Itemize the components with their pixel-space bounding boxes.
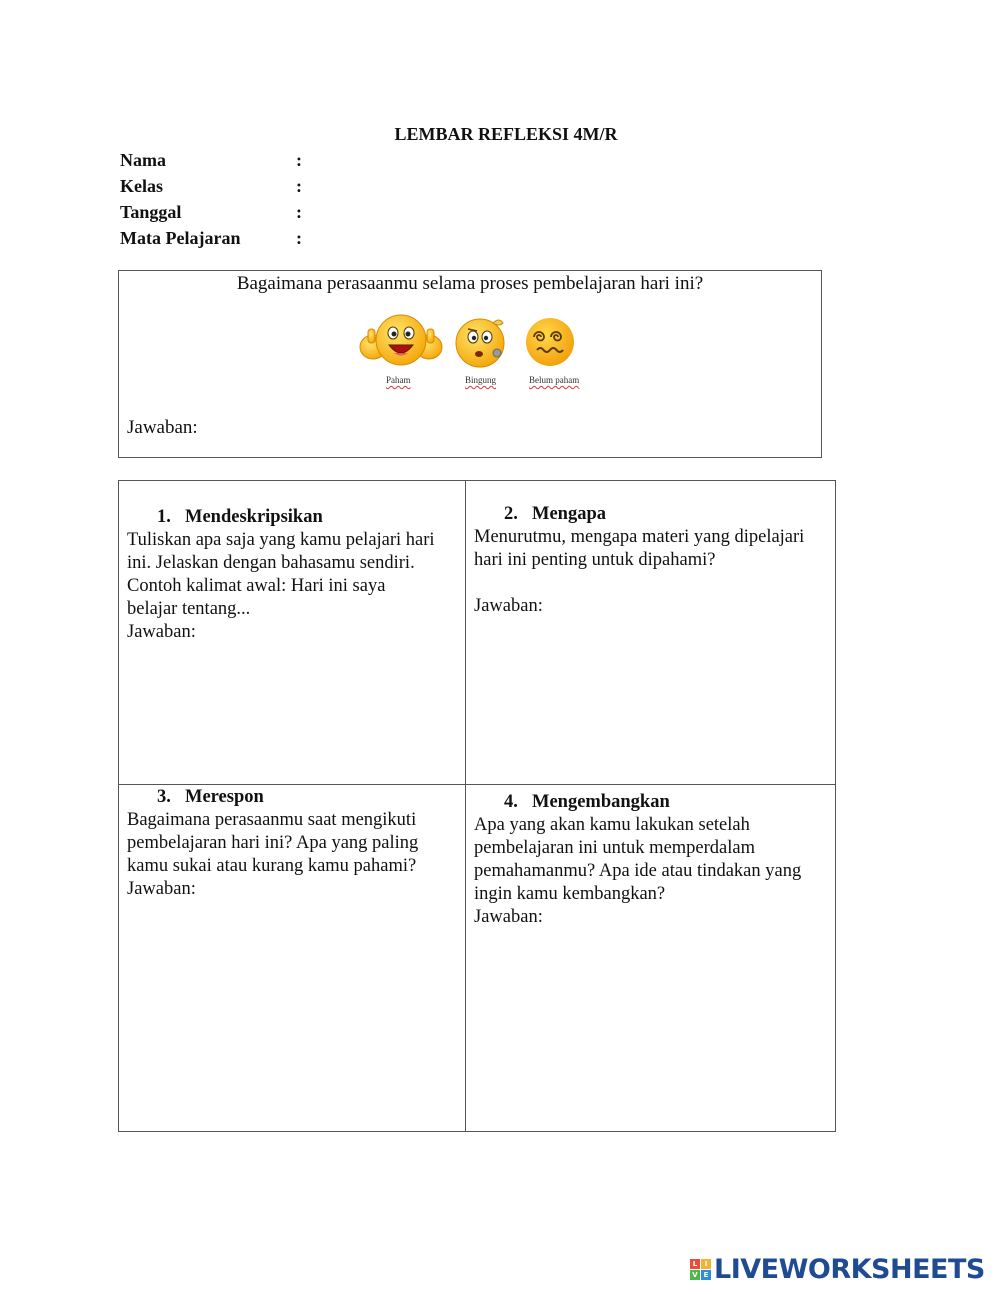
page-title: LEMBAR REFLEKSI 4M/R xyxy=(394,124,618,144)
section-text-line: pembelajaran hari ini? Apa yang paling xyxy=(127,833,419,853)
section-text-line: pemahamanmu? Apa ide atau tindakan yang xyxy=(474,861,802,881)
feeling-box xyxy=(118,270,822,458)
section-text-line: kamu sukai atau kurang kamu pahami? xyxy=(127,856,417,876)
feeling-answer-label: Jawaban: xyxy=(127,417,198,438)
liveworksheets-logo[interactable] xyxy=(690,1252,985,1286)
mata-pelajaran-field[interactable] xyxy=(314,228,714,250)
section-answer-label: Jawaban: xyxy=(127,622,196,642)
section-text-line: hari ini penting untuk dipahami? xyxy=(474,550,716,570)
confused-smiley-icon[interactable] xyxy=(453,315,509,369)
info-colon: : xyxy=(296,176,302,196)
info-colon: : xyxy=(296,202,302,222)
section-number: 1. xyxy=(157,507,171,527)
feeling-question: Bagaimana perasaanmu selama proses pembelajaran hari ini? xyxy=(236,273,704,294)
mark-letter: V xyxy=(690,1270,700,1280)
section-text-line: pembelajaran ini untuk memperdalam xyxy=(474,838,755,858)
mark-letter: I xyxy=(701,1259,711,1269)
section-text-line: Bagaimana perasaanmu saat mengikuti xyxy=(127,810,417,830)
section-mengembangkan[interactable] xyxy=(474,791,830,929)
section-number: 3. xyxy=(157,787,171,807)
info-label: Kelas xyxy=(120,176,163,196)
section-heading: Mendeskripsikan xyxy=(185,507,323,527)
tanggal-field[interactable] xyxy=(314,202,714,224)
section-text-line: belajar tentang... xyxy=(127,599,251,619)
reflection-grid xyxy=(118,480,836,1132)
section-heading: Merespon xyxy=(185,787,264,807)
section-text-line: Tuliskan apa saja yang kamu pelajari hari xyxy=(127,530,435,550)
section-heading: Mengapa xyxy=(532,504,606,524)
section-text-line: Apa yang akan kamu lakukan setelah xyxy=(474,815,750,835)
section-text-line: ingin kamu kembangkan? xyxy=(474,884,666,904)
section-merespon[interactable] xyxy=(127,786,459,901)
section-number: 4. xyxy=(504,792,518,812)
info-colon: : xyxy=(296,228,302,248)
mark-letter: L xyxy=(690,1259,700,1269)
info-label: Mata Pelajaran xyxy=(120,228,241,248)
mark-letter: E xyxy=(701,1270,711,1280)
thumbs-up-smiley-icon[interactable] xyxy=(359,313,443,369)
nama-field[interactable] xyxy=(314,150,714,172)
section-text-line: ini. Jelaskan dengan bahasamu sendiri. xyxy=(127,553,415,573)
section-heading: Mengembangkan xyxy=(532,792,670,812)
info-label: Nama xyxy=(120,150,166,170)
dizzy-smiley-icon[interactable] xyxy=(525,317,575,367)
grid-divider-vertical xyxy=(465,481,466,1131)
section-text-line: Contoh kalimat awal: Hari ini saya xyxy=(127,576,386,596)
brand-text: LIVEWORKSHEETS xyxy=(714,1253,985,1285)
grid-divider-horizontal xyxy=(119,784,835,785)
section-mendeskripsikan[interactable] xyxy=(127,506,459,644)
liveworksheets-mark-icon xyxy=(690,1259,711,1280)
section-answer-label: Jawaban: xyxy=(474,596,543,616)
kelas-field[interactable] xyxy=(314,176,714,198)
emoji-label-belum-paham: Belum paham xyxy=(529,375,580,385)
info-label: Tanggal xyxy=(120,202,182,222)
section-text-line: Menurutmu, mengapa materi yang dipelajari xyxy=(474,527,805,547)
section-mengapa[interactable] xyxy=(474,503,830,618)
emoji-label-bingung: Bingung xyxy=(465,375,497,385)
section-number: 2. xyxy=(504,504,518,524)
section-answer-label: Jawaban: xyxy=(474,907,543,927)
info-colon: : xyxy=(296,150,302,170)
section-answer-label: Jawaban: xyxy=(127,879,196,899)
emoji-label-paham: Paham xyxy=(386,375,411,385)
